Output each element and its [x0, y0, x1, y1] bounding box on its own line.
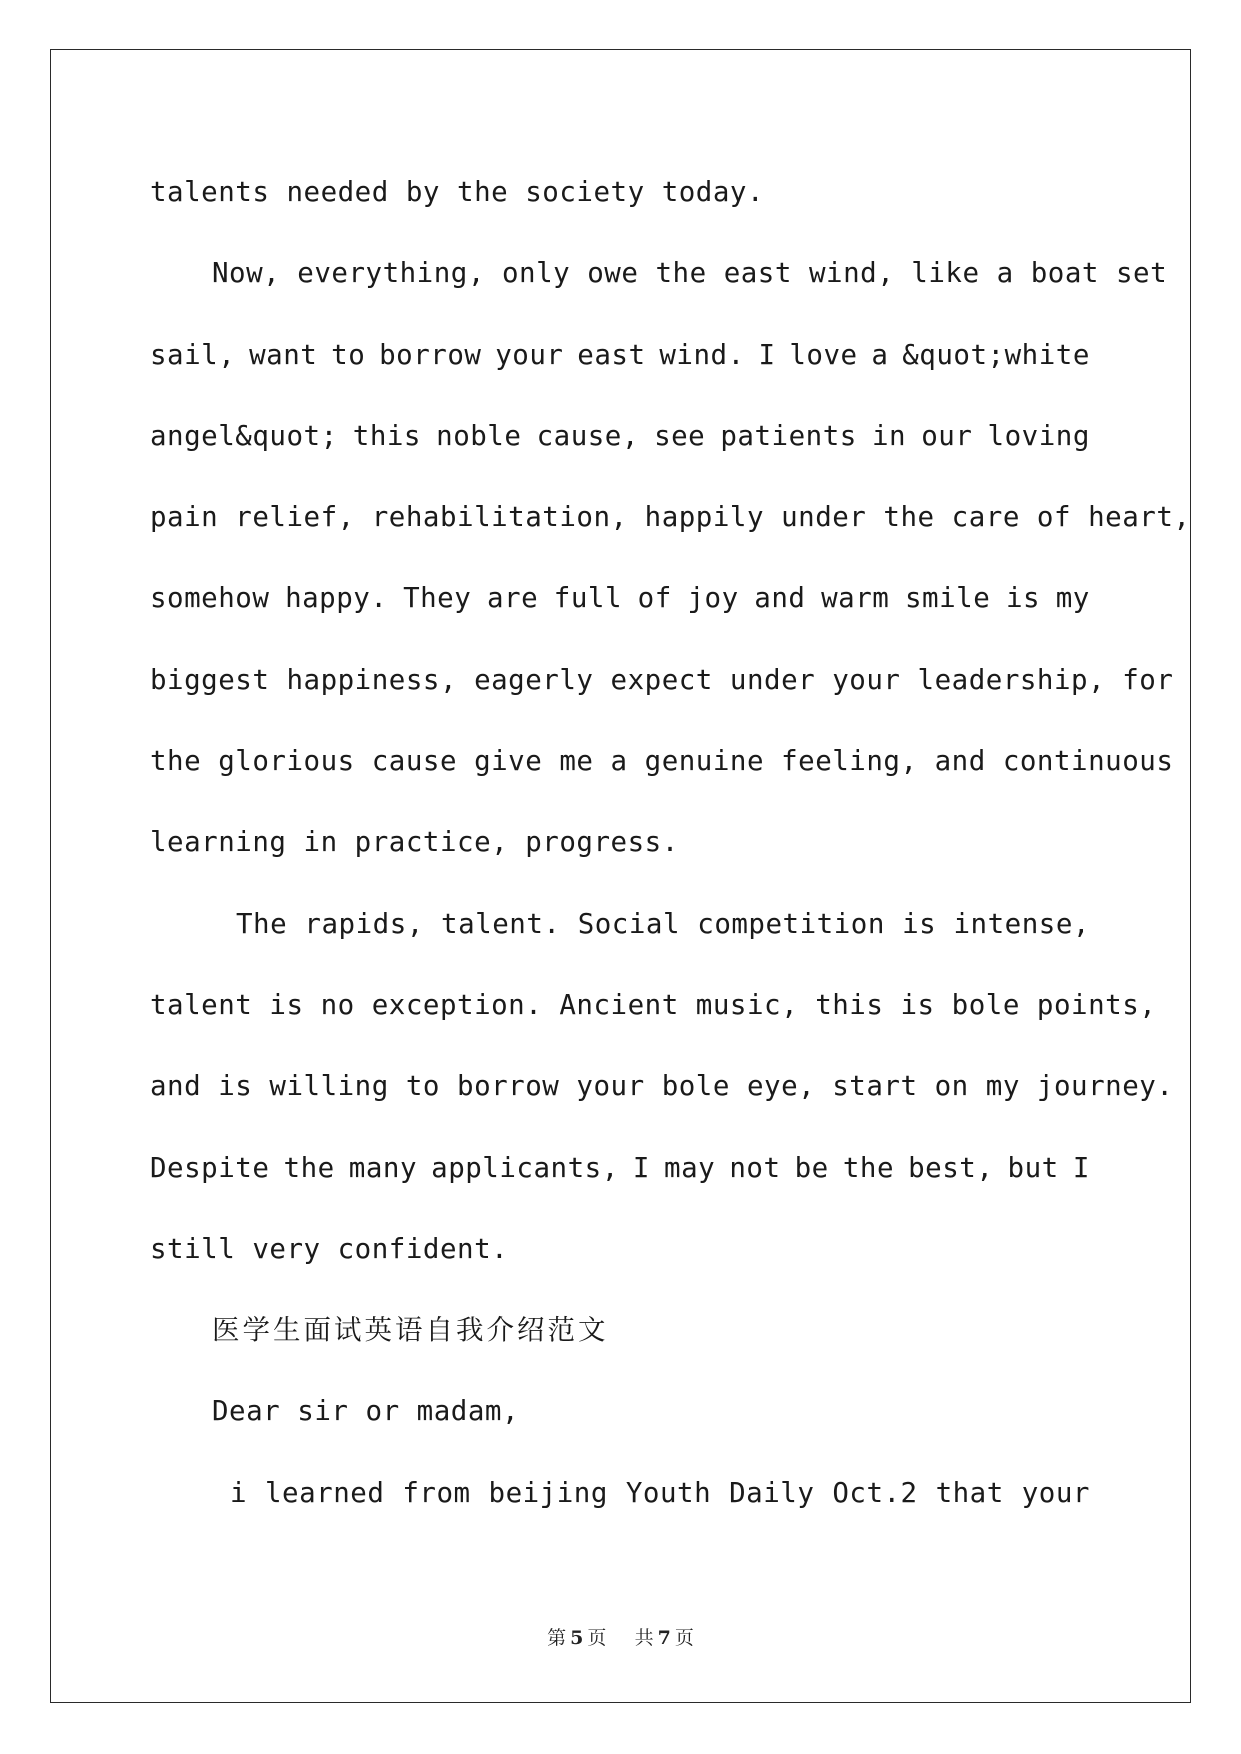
- word: I: [632, 1151, 650, 1184]
- text-line: the glorious cause give me a genuine feeling, and continuous: [150, 745, 1174, 778]
- text-line: learning in practice, progress.: [150, 826, 679, 859]
- word: Despite: [150, 1151, 270, 1184]
- word: is: [1005, 582, 1041, 615]
- word: best,: [908, 1151, 994, 1184]
- word: talent.: [441, 907, 561, 940]
- word: intense,: [953, 907, 1090, 940]
- footer-page-suffix: 页: [587, 1627, 607, 1649]
- word: i: [230, 1476, 248, 1509]
- footer-total-suffix: 页: [674, 1627, 694, 1649]
- word: Social: [577, 907, 681, 940]
- word: want: [249, 338, 318, 371]
- word: love: [789, 338, 858, 371]
- word: our: [921, 419, 973, 452]
- word: not: [729, 1151, 781, 1184]
- word: patients: [720, 419, 857, 452]
- word: east: [577, 338, 646, 371]
- text-line: biggest happiness, eagerly expect under your leadership, for: [150, 663, 1174, 696]
- word: I: [758, 338, 776, 371]
- text-line: [150, 328, 1090, 409]
- word: borrow: [379, 338, 482, 371]
- total-page-number: 7: [657, 1627, 671, 1649]
- word: full: [553, 582, 623, 615]
- word: from: [402, 1476, 471, 1509]
- word: your: [1021, 1476, 1090, 1509]
- word: Youth: [625, 1476, 712, 1509]
- text-line: [150, 409, 1090, 490]
- word: warm: [821, 582, 890, 615]
- word: rapids,: [304, 907, 424, 940]
- text-line: talents needed by the society today.: [150, 176, 765, 208]
- word: happy.: [285, 582, 388, 615]
- word: this: [352, 419, 421, 452]
- current-page-number: 5: [570, 1627, 584, 1649]
- word: sail,: [150, 338, 236, 371]
- word: wind.: [659, 338, 745, 371]
- word: the: [842, 1151, 895, 1184]
- page-footer: [0, 1623, 1241, 1650]
- document-body: [150, 165, 1191, 1547]
- text-line: talent is no exception. Ancient music, this is bole points,: [150, 988, 1157, 1021]
- word: I: [1072, 1151, 1090, 1184]
- word: the: [283, 1151, 335, 1184]
- text-line: pain relief, rehabilitation, happily under the care of heart,: [150, 501, 1191, 534]
- footer-prefix: 第: [547, 1627, 567, 1649]
- word: They: [403, 582, 472, 615]
- text-line: [150, 1466, 1090, 1547]
- word: cause,: [536, 419, 639, 452]
- text-line: Now, everything, only owe the east wind, like a boat set: [212, 257, 1168, 290]
- word: a: [871, 338, 889, 371]
- word: Oct.2: [832, 1476, 918, 1509]
- word: but: [1007, 1151, 1059, 1184]
- word: joy: [687, 582, 739, 615]
- word: is: [902, 907, 937, 940]
- word: learned: [265, 1476, 385, 1509]
- word: smile: [905, 582, 991, 615]
- section-heading: 医学生面试英语自我介绍范文: [212, 1314, 609, 1347]
- word: beijing: [488, 1476, 608, 1509]
- word: Daily: [729, 1476, 815, 1509]
- word: loving: [987, 419, 1090, 452]
- text-line: [150, 1141, 1090, 1222]
- word: and: [754, 582, 806, 615]
- word: of: [637, 582, 672, 615]
- word: be: [794, 1151, 829, 1184]
- footer-total-prefix: 共: [634, 1627, 654, 1649]
- text-line: [150, 571, 1090, 652]
- word: The: [236, 907, 288, 940]
- word: my: [1055, 582, 1090, 615]
- text-line: and is willing to borrow your bole eye, start on my journey.: [150, 1070, 1174, 1103]
- word: are: [486, 582, 539, 615]
- text-line: still very confident.: [150, 1232, 509, 1265]
- word: your: [495, 338, 564, 371]
- word: competition: [697, 907, 885, 940]
- word: in: [871, 419, 907, 452]
- word: to: [331, 338, 366, 371]
- word: noble: [436, 419, 522, 452]
- text-line: [150, 897, 1090, 978]
- word: angel&quot;: [150, 419, 338, 452]
- word: that: [935, 1476, 1004, 1509]
- word: see: [654, 419, 706, 452]
- salutation: Dear sir or madam,: [212, 1395, 520, 1428]
- word: &quot;white: [902, 338, 1090, 371]
- word: applicants,: [431, 1151, 619, 1184]
- word: many: [348, 1151, 418, 1184]
- word: somehow: [150, 582, 270, 615]
- word: may: [664, 1151, 716, 1184]
